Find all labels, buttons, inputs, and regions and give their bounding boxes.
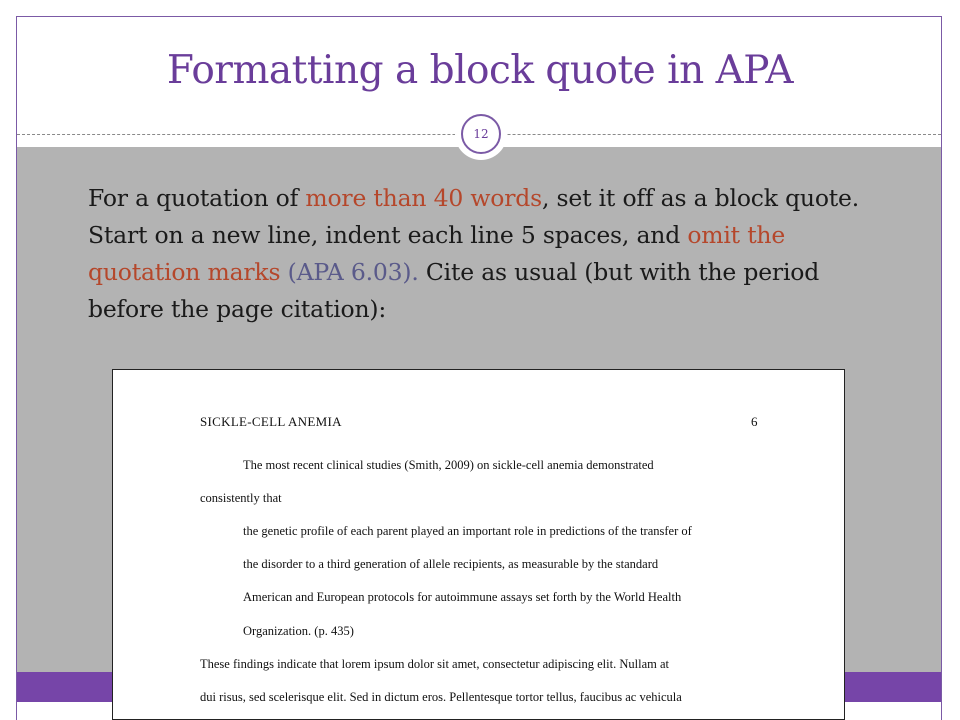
- doc-line: dui risus, sed scelerisque elit. Sed in dictum eros. Pellentesque tortor tellus, faucibus ac vehicula: [200, 690, 682, 704]
- apa-citation: (APA 6.03).: [287, 258, 419, 286]
- body-text-part: , set it off as a block quote. Start on a new line, indent each line 5 spaces, and: [88, 184, 860, 249]
- slide-number: 12: [461, 114, 501, 154]
- doc-line: Organization. (p. 435): [243, 624, 354, 638]
- body-text: [88, 180, 878, 328]
- example-document-page: [112, 369, 845, 720]
- slide-number-badge: [455, 108, 507, 160]
- body-text-part: For a quotation of: [88, 184, 306, 212]
- body-text-part: Cite as usual (but with the period before the page citation):: [88, 258, 820, 323]
- doc-line: American and European protocols for autoimmune assays set forth by the World Health: [243, 590, 682, 604]
- slide-title: Formatting a block quote in APA: [166, 48, 794, 93]
- doc-line: These findings indicate that lorem ipsum dolor sit amet, consectetur adipiscing elit. Nullam at: [200, 657, 669, 671]
- highlight-omit-quotation-marks: omit the quotation marks: [88, 221, 786, 286]
- running-head: SICKLE-CELL ANEMIA: [200, 414, 342, 429]
- highlight-more-than-40-words: more than 40 words: [305, 184, 542, 212]
- doc-line: consistently that: [200, 491, 282, 505]
- page-number: 6: [751, 414, 758, 429]
- doc-line: The most recent clinical studies (Smith, 2009) on sickle-cell anemia demonstrated: [243, 458, 654, 472]
- body-text-part: [280, 258, 287, 286]
- doc-line: the disorder to a third generation of allele recipients, as measurable by the standard: [243, 557, 659, 571]
- doc-line: the genetic profile of each parent played an important role in predictions of the transfer of: [243, 524, 692, 538]
